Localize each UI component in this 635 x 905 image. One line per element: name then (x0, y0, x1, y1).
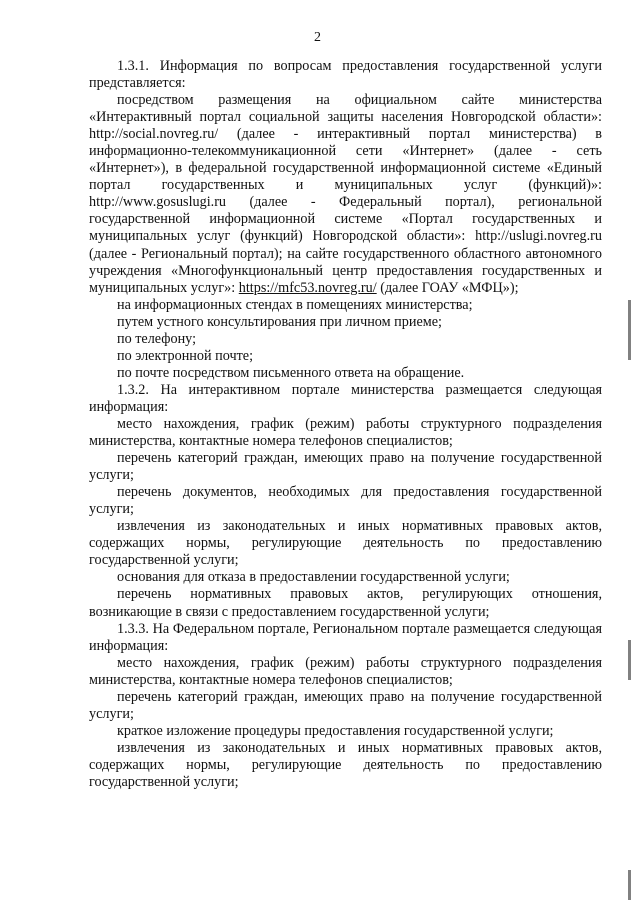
section-1-3-1-heading: 1.3.1. Информация по вопросам предоставления государственной услуги представляется: (89, 58, 602, 92)
scan-edge-mark (628, 300, 631, 360)
scan-edge-mark (628, 870, 631, 900)
section-1-3-2-heading: 1.3.2. На интерактивном портале министерства размещается следующая информация: (89, 381, 602, 415)
list-item: перечень категорий граждан, имеющих право на получение государственной услуги; (89, 688, 602, 722)
list-item: извлечения из законодательных и иных нормативных правовых актов, содержащих нормы, регулирующие деятельность по предоставлению государственной услуги; (89, 518, 602, 569)
document-body (89, 58, 602, 791)
channels-text: посредством размещения на официальном сайте министерства «Интерактивный портал социальной защиты населения Новгородской области»: http://social.novreg.ru/ (далее - интерактивный портал министерства) в информационно-телекоммуникационной сети «Интернет» (далее - сеть «Интернет»), в федеральной государственной информационной системе «Единый портал государственных и муниципальных услуг (функций)»: http://www.gosuslugi.ru (далее - Федеральный портал), региональной государственной информационной системе «Портал государственных и муниципальных услуг (функций) Новгородской области»: http://uslugi.novreg.ru (далее - Региональный портал); на сайте государственного областного автономного учреждения «Многофункциональный центр предоставления государственных и муниципальных услуг»: (89, 92, 602, 296)
section-1-3-3-heading: 1.3.3. На Федеральном портале, Региональном портале размещается следующая информация: (89, 620, 602, 654)
list-item: путем устного консультирования при личном приеме; (117, 313, 442, 330)
list-item: перечень документов, необходимых для предоставления государственной услуги; (89, 484, 602, 518)
section-1-3-1-paragraph-channels (89, 92, 602, 297)
list-item: перечень нормативных правовых актов, регулирующих отношения, возникающие в связи с предоставлением государственной услуги; (89, 586, 602, 620)
list-item: основания для отказа в предоставлении государственной услуги; (117, 569, 510, 586)
scan-edge-mark (628, 640, 631, 680)
list-item: перечень категорий граждан, имеющих право на получение государственной услуги; (89, 450, 602, 484)
page-number: 2 (314, 30, 321, 45)
mfc-link[interactable]: https://mfc53.novreg.ru/ (238, 279, 377, 296)
list-item: по телефону; (117, 330, 197, 347)
list-item: место нахождения, график (режим) работы структурного подразделения министерства, контактные номера телефонов специалистов; (89, 415, 602, 450)
list-item: краткое изложение процедуры предоставления государственной услуги; (117, 722, 554, 739)
list-item: извлечения из законодательных и иных нормативных правовых актов, содержащих нормы, регулирующие деятельность по предоставлению государственной услуги; (89, 739, 602, 790)
list-item: место нахождения, график (режим) работы структурного подразделения министерства, контактные номера телефонов специалистов; (89, 654, 602, 688)
channels-text-end: (далее ГОАУ «МФЦ»); (376, 279, 519, 296)
list-item: по почте посредством письменного ответа на обращение. (117, 364, 465, 381)
list-item: на информационных стендах в помещениях министерства; (117, 296, 473, 313)
list-item: по электронной почте; (117, 347, 254, 364)
